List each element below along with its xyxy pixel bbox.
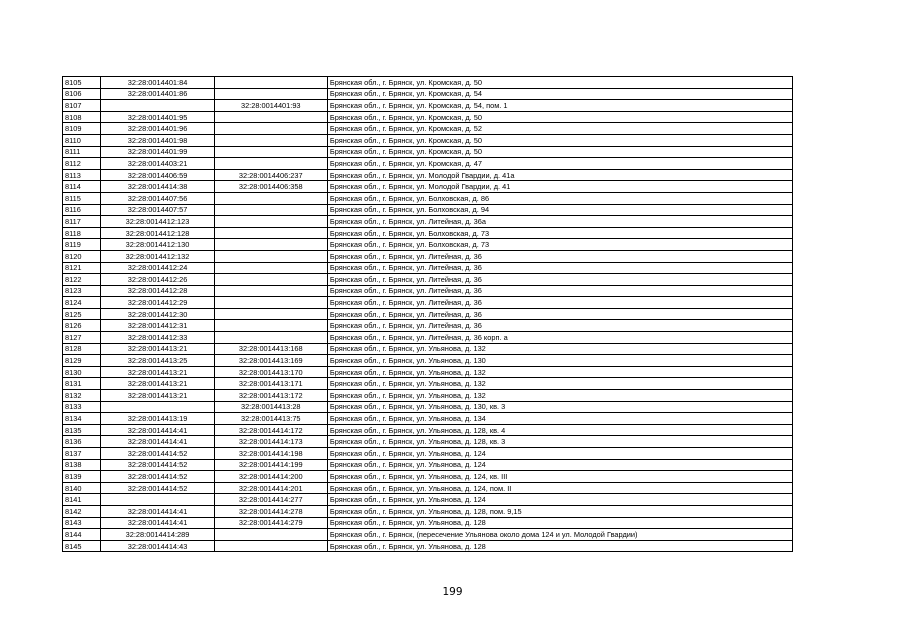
object-cadastral-number-cell: 32:28:0014414:172 [214, 424, 327, 436]
row-number-cell: 8129 [63, 355, 101, 367]
cadastral-number-cell: 32:28:0014413:25 [101, 355, 214, 367]
cadastral-number-cell: 32:28:0014414:41 [101, 517, 214, 529]
table-row [63, 77, 793, 89]
row-number-cell: 8105 [63, 77, 101, 89]
address-cell: Брянская обл., г. Брянск, ул. Ульянова, д. 124 [327, 459, 792, 471]
table-row [63, 482, 793, 494]
row-number-cell: 8123 [63, 285, 101, 297]
registry-table-body [63, 77, 793, 552]
object-cadastral-number-cell [214, 134, 327, 146]
cadastral-number-cell: 32:28:0014412:26 [101, 274, 214, 286]
cadastral-number-cell: 32:28:0014414:289 [101, 529, 214, 541]
address-cell: Брянская обл., г. Брянск, ул. Ульянова, д. 128 [327, 540, 792, 552]
row-number-cell: 8106 [63, 88, 101, 100]
cadastral-number-cell: 32:28:0014413:21 [101, 390, 214, 402]
table-row [63, 332, 793, 344]
row-number-cell: 8110 [63, 134, 101, 146]
address-cell: Брянская обл., г. Брянск, ул. Кромская, д. 50 [327, 111, 792, 123]
table-row [63, 262, 793, 274]
table-row [63, 355, 793, 367]
table-row [63, 320, 793, 332]
cadastral-number-cell: 32:28:0014414:38 [101, 181, 214, 193]
address-cell: Брянская обл., г. Брянск, (пересечение Ульянова около дома 124 и ул. Молодой Гвардии) [327, 529, 792, 541]
table-row [63, 529, 793, 541]
address-cell: Брянская обл., г. Брянск, ул. Ульянова, д. 132 [327, 390, 792, 402]
address-cell: Брянская обл., г. Брянск, ул. Ульянова, д. 124 [327, 494, 792, 506]
table-row [63, 192, 793, 204]
object-cadastral-number-cell [214, 332, 327, 344]
table-row [63, 285, 793, 297]
table-row [63, 413, 793, 425]
table-row [63, 88, 793, 100]
address-cell: Брянская обл., г. Брянск, ул. Литейная, д. 36 [327, 250, 792, 262]
object-cadastral-number-cell [214, 239, 327, 251]
address-cell: Брянская обл., г. Брянск, ул. Литейная, д. 36 корп. а [327, 332, 792, 344]
row-number-cell: 8135 [63, 424, 101, 436]
address-cell: Брянская обл., г. Брянск, ул. Болховская, д. 73 [327, 227, 792, 239]
address-cell: Брянская обл., г. Брянск, ул. Ульянова, д. 132 [327, 378, 792, 390]
object-cadastral-number-cell [214, 320, 327, 332]
address-cell: Брянская обл., г. Брянск, ул. Кромская, д. 54 [327, 88, 792, 100]
table-row [63, 448, 793, 460]
table-row [63, 308, 793, 320]
table-row [63, 204, 793, 216]
row-number-cell: 8109 [63, 123, 101, 135]
object-cadastral-number-cell: 32:28:0014414:198 [214, 448, 327, 460]
cadastral-number-cell: 32:28:0014412:30 [101, 308, 214, 320]
row-number-cell: 8136 [63, 436, 101, 448]
address-cell: Брянская обл., г. Брянск, ул. Ульянова, д. 124, кв. III [327, 471, 792, 483]
address-cell: Брянская обл., г. Брянск, ул. Ульянова, д. 132 [327, 366, 792, 378]
address-cell: Брянская обл., г. Брянск, ул. Литейная, д. 36 [327, 262, 792, 274]
table-row [63, 436, 793, 448]
row-number-cell: 8128 [63, 343, 101, 355]
row-number-cell: 8143 [63, 517, 101, 529]
row-number-cell: 8121 [63, 262, 101, 274]
row-number-cell: 8118 [63, 227, 101, 239]
object-cadastral-number-cell [214, 285, 327, 297]
object-cadastral-number-cell [214, 274, 327, 286]
table-row [63, 401, 793, 413]
address-cell: Брянская обл., г. Брянск, ул. Литейная, д. 36 [327, 320, 792, 332]
address-cell: Брянская обл., г. Брянск, ул. Ульянова, д. 134 [327, 413, 792, 425]
object-cadastral-number-cell [214, 204, 327, 216]
cadastral-number-cell: 32:28:0014412:130 [101, 239, 214, 251]
address-cell: Брянская обл., г. Брянск, ул. Литейная, д. 36а [327, 216, 792, 228]
address-cell: Брянская обл., г. Брянск, ул. Кромская, д. 50 [327, 134, 792, 146]
object-cadastral-number-cell: 32:28:0014406:237 [214, 169, 327, 181]
address-cell: Брянская обл., г. Брянск, ул. Кромская, д. 54, пом. 1 [327, 100, 792, 112]
row-number-cell: 8130 [63, 366, 101, 378]
cadastral-number-cell: 32:28:0014412:29 [101, 297, 214, 309]
cadastral-number-cell: 32:28:0014412:123 [101, 216, 214, 228]
table-row [63, 540, 793, 552]
row-number-cell: 8132 [63, 390, 101, 402]
address-cell: Брянская обл., г. Брянск, ул. Ульянова, д. 128, пом. 9,15 [327, 505, 792, 517]
table-row [63, 366, 793, 378]
object-cadastral-number-cell: 32:28:0014414:201 [214, 482, 327, 494]
row-number-cell: 8113 [63, 169, 101, 181]
table-row [63, 343, 793, 355]
row-number-cell: 8145 [63, 540, 101, 552]
table-row [63, 378, 793, 390]
row-number-cell: 8107 [63, 100, 101, 112]
object-cadastral-number-cell: 32:28:0014413:172 [214, 390, 327, 402]
object-cadastral-number-cell [214, 111, 327, 123]
object-cadastral-number-cell: 32:28:0014413:170 [214, 366, 327, 378]
row-number-cell: 8131 [63, 378, 101, 390]
address-cell: Брянская обл., г. Брянск, ул. Ульянова, д. 130, кв. 3 [327, 401, 792, 413]
object-cadastral-number-cell [214, 297, 327, 309]
cadastral-number-cell: 32:28:0014412:31 [101, 320, 214, 332]
object-cadastral-number-cell [214, 146, 327, 158]
object-cadastral-number-cell: 32:28:0014413:171 [214, 378, 327, 390]
cadastral-number-cell: 32:28:0014414:52 [101, 459, 214, 471]
row-number-cell: 8141 [63, 494, 101, 506]
address-cell: Брянская обл., г. Брянск, ул. Литейная, д. 36 [327, 274, 792, 286]
object-cadastral-number-cell: 32:28:0014414:200 [214, 471, 327, 483]
object-cadastral-number-cell: 32:28:0014414:279 [214, 517, 327, 529]
table-row [63, 505, 793, 517]
cadastral-number-cell: 32:28:0014401:95 [101, 111, 214, 123]
cadastral-number-cell: 32:28:0014413:21 [101, 366, 214, 378]
address-cell: Брянская обл., г. Брянск, ул. Ульянова, д. 130 [327, 355, 792, 367]
cadastral-number-cell: 32:28:0014401:99 [101, 146, 214, 158]
cadastral-number-cell: 32:28:0014414:52 [101, 471, 214, 483]
cadastral-number-cell: 32:28:0014413:21 [101, 343, 214, 355]
row-number-cell: 8119 [63, 239, 101, 251]
address-cell: Брянская обл., г. Брянск, ул. Ульянова, д. 132 [327, 343, 792, 355]
address-cell: Брянская обл., г. Брянск, ул. Литейная, д. 36 [327, 285, 792, 297]
object-cadastral-number-cell: 32:28:0014413:169 [214, 355, 327, 367]
table-row [63, 146, 793, 158]
table-row [63, 250, 793, 262]
object-cadastral-number-cell: 32:28:0014401:93 [214, 100, 327, 112]
object-cadastral-number-cell [214, 308, 327, 320]
object-cadastral-number-cell: 32:28:0014413:75 [214, 413, 327, 425]
cadastral-number-cell: 32:28:0014412:24 [101, 262, 214, 274]
table-row [63, 123, 793, 135]
object-cadastral-number-cell [214, 529, 327, 541]
row-number-cell: 8114 [63, 181, 101, 193]
cadastral-number-cell: 32:28:0014406:59 [101, 169, 214, 181]
cadastral-number-cell: 32:28:0014401:86 [101, 88, 214, 100]
row-number-cell: 8142 [63, 505, 101, 517]
table-row [63, 494, 793, 506]
table-row [63, 216, 793, 228]
page-number: 199 [442, 586, 463, 598]
table-row [63, 274, 793, 286]
row-number-cell: 8120 [63, 250, 101, 262]
table-row [63, 158, 793, 170]
address-cell: Брянская обл., г. Брянск, ул. Кромская, д. 50 [327, 77, 792, 89]
row-number-cell: 8134 [63, 413, 101, 425]
row-number-cell: 8126 [63, 320, 101, 332]
address-cell: Брянская обл., г. Брянск, ул. Литейная, д. 36 [327, 297, 792, 309]
table-row [63, 297, 793, 309]
address-cell: Брянская обл., г. Брянск, ул. Молодой Гвардии, д. 41а [327, 169, 792, 181]
row-number-cell: 8133 [63, 401, 101, 413]
cadastral-number-cell: 32:28:0014407:56 [101, 192, 214, 204]
row-number-cell: 8139 [63, 471, 101, 483]
object-cadastral-number-cell [214, 88, 327, 100]
cadastral-number-cell: 32:28:0014412:128 [101, 227, 214, 239]
cadastral-number-cell: 32:28:0014412:28 [101, 285, 214, 297]
cadastral-number-cell [101, 100, 214, 112]
object-cadastral-number-cell [214, 540, 327, 552]
address-cell: Брянская обл., г. Брянск, ул. Ульянова, д. 128, кв. 4 [327, 424, 792, 436]
cadastral-number-cell: 32:28:0014414:52 [101, 448, 214, 460]
cadastral-number-cell: 32:28:0014401:96 [101, 123, 214, 135]
table-row [63, 517, 793, 529]
cadastral-number-cell: 32:28:0014413:21 [101, 378, 214, 390]
cadastral-number-cell: 32:28:0014414:41 [101, 424, 214, 436]
row-number-cell: 8124 [63, 297, 101, 309]
table-row [63, 134, 793, 146]
cadastral-number-cell: 32:28:0014401:98 [101, 134, 214, 146]
address-cell: Брянская обл., г. Брянск, ул. Болховская, д. 73 [327, 239, 792, 251]
address-cell: Брянская обл., г. Брянск, ул. Ульянова, д. 124, пом. II [327, 482, 792, 494]
address-cell: Брянская обл., г. Брянск, ул. Кромская, д. 47 [327, 158, 792, 170]
cadastral-number-cell: 32:28:0014403:21 [101, 158, 214, 170]
cadastral-number-cell: 32:28:0014412:132 [101, 250, 214, 262]
registry-table [62, 76, 793, 552]
row-number-cell: 8137 [63, 448, 101, 460]
address-cell: Брянская обл., г. Брянск, ул. Молодой Гвардии, д. 41 [327, 181, 792, 193]
object-cadastral-number-cell: 32:28:0014406:358 [214, 181, 327, 193]
object-cadastral-number-cell [214, 158, 327, 170]
table-row [63, 239, 793, 251]
row-number-cell: 8144 [63, 529, 101, 541]
object-cadastral-number-cell: 32:28:0014414:199 [214, 459, 327, 471]
row-number-cell: 8108 [63, 111, 101, 123]
row-number-cell: 8117 [63, 216, 101, 228]
table-row [63, 100, 793, 112]
address-cell: Брянская обл., г. Брянск, ул. Болховская, д. 94 [327, 204, 792, 216]
object-cadastral-number-cell [214, 192, 327, 204]
row-number-cell: 8125 [63, 308, 101, 320]
row-number-cell: 8127 [63, 332, 101, 344]
address-cell: Брянская обл., г. Брянск, ул. Кромская, д. 50 [327, 146, 792, 158]
address-cell: Брянская обл., г. Брянск, ул. Болховская, д. 86 [327, 192, 792, 204]
row-number-cell: 8112 [63, 158, 101, 170]
address-cell: Брянская обл., г. Брянск, ул. Ульянова, д. 128, кв. 3 [327, 436, 792, 448]
object-cadastral-number-cell: 32:28:0014414:278 [214, 505, 327, 517]
row-number-cell: 8116 [63, 204, 101, 216]
cadastral-number-cell: 32:28:0014414:52 [101, 482, 214, 494]
address-cell: Брянская обл., г. Брянск, ул. Литейная, д. 36 [327, 308, 792, 320]
object-cadastral-number-cell: 32:28:0014414:173 [214, 436, 327, 448]
object-cadastral-number-cell: 32:28:0014413:168 [214, 343, 327, 355]
object-cadastral-number-cell [214, 262, 327, 274]
cadastral-number-cell: 32:28:0014407:57 [101, 204, 214, 216]
object-cadastral-number-cell [214, 123, 327, 135]
cadastral-number-cell: 32:28:0014414:43 [101, 540, 214, 552]
object-cadastral-number-cell [214, 227, 327, 239]
object-cadastral-number-cell: 32:28:0014414:277 [214, 494, 327, 506]
row-number-cell: 8140 [63, 482, 101, 494]
table-row [63, 169, 793, 181]
address-cell: Брянская обл., г. Брянск, ул. Ульянова, д. 124 [327, 448, 792, 460]
address-cell: Брянская обл., г. Брянск, ул. Ульянова, д. 128 [327, 517, 792, 529]
cadastral-number-cell: 32:28:0014414:41 [101, 436, 214, 448]
object-cadastral-number-cell [214, 250, 327, 262]
table-row [63, 424, 793, 436]
address-cell: Брянская обл., г. Брянск, ул. Кромская, д. 52 [327, 123, 792, 135]
cadastral-number-cell: 32:28:0014412:33 [101, 332, 214, 344]
table-row [63, 111, 793, 123]
row-number-cell: 8111 [63, 146, 101, 158]
row-number-cell: 8122 [63, 274, 101, 286]
table-row [63, 459, 793, 471]
object-cadastral-number-cell [214, 216, 327, 228]
cadastral-number-cell: 32:28:0014401:84 [101, 77, 214, 89]
cadastral-number-cell [101, 401, 214, 413]
cadastral-number-cell [101, 494, 214, 506]
table-row [63, 390, 793, 402]
object-cadastral-number-cell: 32:28:0014413:28 [214, 401, 327, 413]
table-row [63, 227, 793, 239]
row-number-cell: 8115 [63, 192, 101, 204]
object-cadastral-number-cell [214, 77, 327, 89]
cadastral-number-cell: 32:28:0014414:41 [101, 505, 214, 517]
table-row [63, 471, 793, 483]
row-number-cell: 8138 [63, 459, 101, 471]
table-row [63, 181, 793, 193]
cadastral-number-cell: 32:28:0014413:19 [101, 413, 214, 425]
